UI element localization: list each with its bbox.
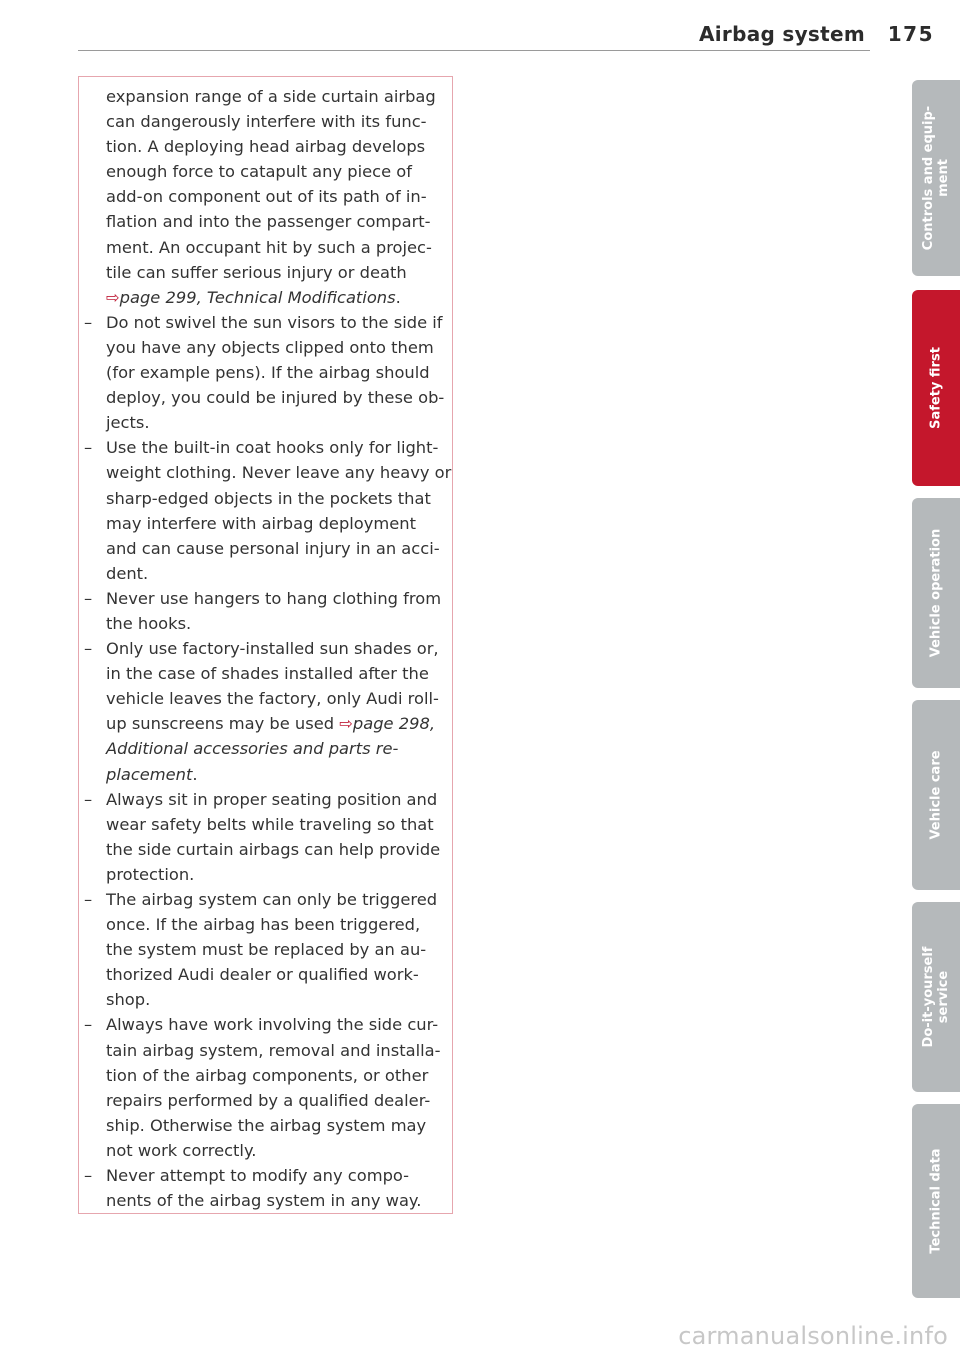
text-line: placement. <box>106 764 198 784</box>
warning-list-item <box>84 636 445 787</box>
text-line: ment. An occupant hit by such a projec- <box>106 237 432 257</box>
text-line: not work correctly. <box>106 1140 257 1160</box>
page-reference-link[interactable]: page 299, Technical Modifications <box>119 287 396 307</box>
text-line: may interfere with airbag deployment <box>106 513 416 533</box>
warning-list-item <box>84 310 445 435</box>
side-tab-label <box>929 750 944 839</box>
text-line: jects. <box>106 413 150 433</box>
text-line <box>106 736 445 761</box>
header-rule <box>78 50 870 51</box>
text-line: up sunscreens may be used ⇨page 298, <box>106 714 435 734</box>
text-line: tain airbag system, removal and installa- <box>106 1040 441 1060</box>
bullet-dash: – <box>84 1166 93 1186</box>
side-tab-technical-data[interactable] <box>912 1104 960 1298</box>
text-line: The airbag system can only be triggered <box>106 890 438 909</box>
arrow-right-icon: ⇨ <box>339 714 353 734</box>
side-tab-do-it-yourself[interactable] <box>912 902 960 1092</box>
arrow-right-icon: ⇨ <box>106 287 120 307</box>
page-reference-link[interactable]: Additional accessories and parts re- <box>106 739 399 759</box>
bullet-dash: – <box>84 890 93 909</box>
text-line: weight clothing. Never leave any heavy or <box>106 463 452 483</box>
text-line: Never use hangers to hang clothing from <box>106 588 442 608</box>
warning-list-item <box>84 1012 445 1163</box>
text-line: Do not swivel the sun visors to the side if <box>106 312 443 332</box>
section-title: Airbag system <box>699 22 865 46</box>
text-line: ship. Otherwise the airbag system may <box>106 1115 427 1135</box>
text-line: flation and into the passenger compart- <box>106 212 431 232</box>
watermark: carmanualsonline.info <box>678 1322 948 1350</box>
text-line: tion. A deploying head airbag develops <box>106 137 426 157</box>
text-line: Always have work involving the side cur- <box>106 1015 439 1035</box>
warning-list-item <box>84 586 445 636</box>
text-line: can dangerously interfere with its func- <box>106 112 427 132</box>
text-line: sharp-edged objects in the pockets that <box>106 488 431 508</box>
side-tab-label-line: Vehicle care <box>928 750 944 840</box>
text-line: repairs performed by a qualified dealer- <box>106 1090 431 1110</box>
text-line: you have any objects clipped onto them <box>106 337 434 357</box>
warning-text <box>84 84 452 1213</box>
side-tab-safety-first[interactable] <box>912 290 960 486</box>
side-tab-label <box>929 347 944 429</box>
warning-list-item <box>84 887 445 1012</box>
side-tab-label-line: Safety first <box>928 347 944 429</box>
text-line: Never attempt to modify any compo- <box>106 1166 410 1186</box>
side-tab-label <box>921 947 951 1048</box>
side-tab-label-line: Controls and equip- <box>921 105 936 251</box>
text-line: Only use factory-installed sun shades or, <box>106 639 439 659</box>
text-line: shop. <box>106 990 151 1010</box>
bullet-dash: – <box>84 789 93 809</box>
text-line: add-on component out of its path of in- <box>106 187 427 207</box>
text-line: in the case of shades installed after the <box>106 664 429 684</box>
side-tab-controls-and-equip[interactable] <box>912 80 960 276</box>
text-line: (for example pens). If the airbag should <box>106 363 430 383</box>
side-tab-label <box>929 1148 944 1253</box>
side-tab-label <box>921 106 951 250</box>
bullet-dash: – <box>84 588 93 608</box>
text-line: expansion range of a side curtain airbag <box>106 87 436 106</box>
text-line: enough force to catapult any piece of <box>106 162 412 182</box>
text-line: tion of the airbag components, or other <box>106 1065 429 1085</box>
side-tab-label-line: Do-it-yourself <box>921 946 936 1048</box>
bullet-dash: – <box>84 1015 93 1035</box>
page-reference-line: ⇨page 299, Technical Modifications. <box>106 287 401 307</box>
text-line: vehicle leaves the factory, only Audi roll- <box>106 689 439 709</box>
text-line: thorized Audi dealer or qualified work- <box>106 965 419 985</box>
text-line: dent. <box>106 563 149 583</box>
text-line: deploy, you could be injured by these ob- <box>106 388 445 408</box>
text-line: the system must be replaced by an au- <box>106 940 427 960</box>
text-line: nents of the airbag system in any way. <box>106 1191 422 1211</box>
text-line: the side curtain airbags can help provide <box>106 839 441 859</box>
warning-list-item <box>84 1163 445 1213</box>
text-line: wear safety belts while traveling so that <box>106 814 434 834</box>
text-line: Always sit in proper seating position and <box>106 789 438 809</box>
bullet-dash: – <box>84 438 93 458</box>
bullet-dash: – <box>84 639 93 659</box>
side-tab-label-line: Technical data <box>928 1148 944 1254</box>
text-line: once. If the airbag has been triggered, <box>106 915 421 935</box>
bullet-dash: – <box>84 312 93 332</box>
side-tab-label-line: Vehicle operation <box>928 528 944 658</box>
side-tab-label-line: service <box>936 970 951 1024</box>
side-tab-vehicle-operation[interactable] <box>912 498 960 688</box>
page-reference-link[interactable]: page 298, <box>352 714 435 734</box>
text-line: and can cause personal injury in an acci- <box>106 538 440 558</box>
text-line: the hooks. <box>106 613 192 633</box>
text-line: tile can suffer serious injury or death <box>106 262 407 282</box>
text-line: Use the built-in coat hooks only for light- <box>106 438 439 458</box>
side-tab-label-line: ment <box>936 159 951 197</box>
text-line: protection. <box>106 864 195 884</box>
page-number: 175 <box>887 22 934 46</box>
side-tab-label <box>929 529 944 657</box>
page-reference-link[interactable]: placement <box>106 764 193 784</box>
side-tab-vehicle-care[interactable] <box>912 700 960 890</box>
warning-intro <box>100 84 445 310</box>
warning-list-item <box>84 787 445 887</box>
warning-list-item <box>84 435 452 586</box>
